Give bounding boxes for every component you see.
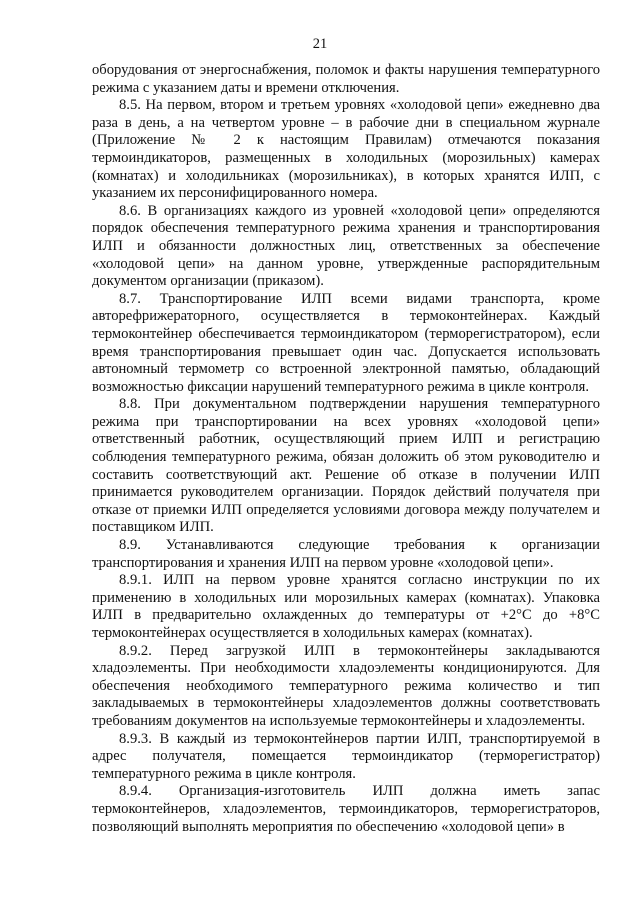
document-body <box>92 62 600 836</box>
paragraph-8-9: 8.9. Устанавливаются следующие требования к организации транспортирования и хранения ИЛП на первом уровне «холодовой цепи». <box>92 537 600 571</box>
paragraph-8-9-1: 8.9.1. ИЛП на первом уровне хранятся согласно инструкции по их применению в холодильных или морозильных камерах (комнатах). Упаковка ИЛП в предварительно охлажденных до температуры от +2°С до +8°С термоконтейнерах осуществляется в холодильных камерах (комнатах). <box>92 572 600 641</box>
paragraph-8-9-4: 8.9.4. Организация-изготовитель ИЛП должна иметь запас термоконтейнеров, хладоэлементов, термоиндикаторов, терморегистраторов, позволяющий выполнять мероприятия по обеспечению «холодовой цепи» в <box>92 783 600 835</box>
paragraph-8-9-2: 8.9.2. Перед загрузкой ИЛП в термоконтейнеры закладываются хладоэлементы. При необходимости хладоэлементы кондиционируются. Для обеспечения необходимого температурного режима количество и тип закладываемых в термоконтейнеры хладоэлементов должны соответствовать требованиям документов на используемые термоконтейнеры и хладоэлементы. <box>92 642 600 729</box>
paragraph-8-5: 8.5. На первом, втором и третьем уровнях «холодовой цепи» ежедневно два раза в день, а на четвертом уровне – в рабочие дни в специальном журнале (Приложение № 2 к настоящим Правилам) отмечаются показания термоиндикаторов, размещенных в холодильных (морозильных) камерах (комнатах) и холодильниках (морозильниках), в которых хранятся ИЛП, с указанием их персонифицированного номера. <box>92 97 600 202</box>
paragraph-continuation: оборудования от энергоснабжения, поломок и факты нарушения температурного режима с указанием даты и времени отключения. <box>92 62 600 96</box>
paragraph-8-7: 8.7. Транспортирование ИЛП всеми видами транспорта, кроме авторефрижераторного, осуществляется в термоконтейнерах. Каждый термоконтейнер обеспечивается термоиндикатором (терморегистратором), если время транспортирования превышает один час. Допускается использовать автономный термометр со встроенной электронной памятью, обладающий возможностью фиксации нарушений температурного режима в цикле контроля. <box>92 290 600 395</box>
paragraph-8-9-3: 8.9.3. В каждый из термоконтейнеров партии ИЛП, транспортируемой в адрес получателя, помещается термоиндикатор (терморегистратор) температурного режима в цикле контроля. <box>92 730 600 782</box>
page-number: 21 <box>312 36 328 52</box>
paragraph-8-8: 8.8. При документальном подтверждении нарушения температурного режима при транспортировании на всех уровнях «холодовой цепи» ответственный работник, осуществляющий прием ИЛП и регистрацию соблюдения температурного режима, обязан доложить об этом руководителю и составить соответствующий акт. Решение об отказе в получении ИЛП принимается руководителем организации. Порядок действий получателя при отказе от приемки ИЛП определяется условиями договора между получателем и поставщиком ИЛП. <box>92 396 600 536</box>
paragraph-8-6: 8.6. В организациях каждого из уровней «холодовой цепи» определяются порядок обеспечения температурного режима хранения и транспортирования ИЛП и обязанности должностных лиц, ответственных за обеспечение «холодовой цепи» на данном уровне, утвержденные распорядительным документом организации (приказом). <box>92 202 600 290</box>
